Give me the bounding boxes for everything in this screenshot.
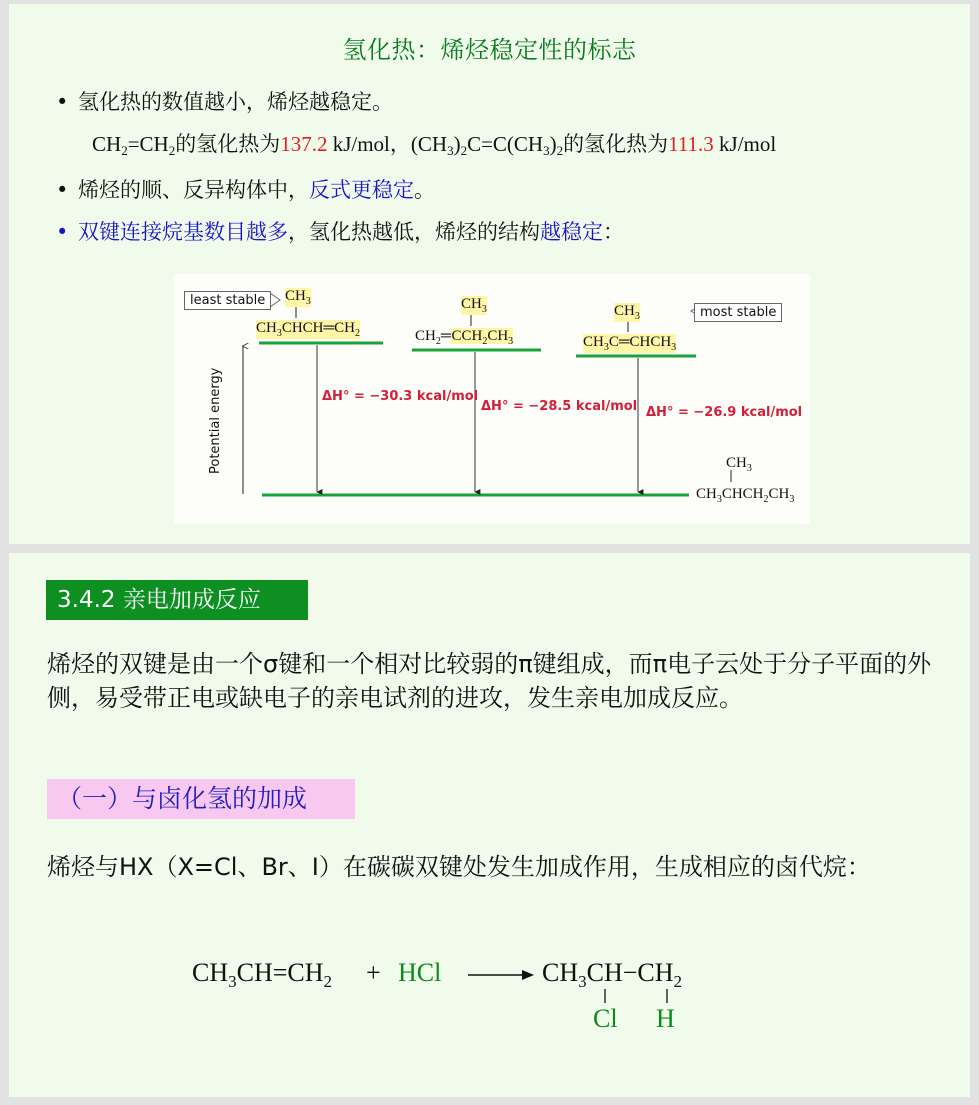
product-molecule: $CH_3CHCH_2CH_3$ [696, 486, 795, 505]
delta-h-2: ΔH° = −28.5 kcal/mol [481, 399, 638, 414]
bullet-2-text: 烯烃的顺、反异构体中， [78, 178, 309, 202]
ethylene-value: 137.2 [280, 132, 328, 156]
delta-h-1: ΔH° = −30.3 kcal/mol [322, 389, 479, 404]
bullet-dot: • [56, 178, 69, 202]
reaction-reactant: $CH_3CH=CH_2$ [192, 958, 333, 991]
slide-electrophilic-addition [9, 553, 970, 1097]
bullet-1-text: 氢化热的数值越小，烯烃越稳定。 [78, 90, 393, 114]
bullet-1 [56, 88, 393, 116]
subsection-title: （一）与卤化氢的加成 [47, 779, 355, 819]
formula-a-unit: kJ/mol， [327, 132, 411, 156]
formula-a-sub-1: 2 [121, 143, 128, 158]
tetramethylethylene-value: 111.3 [668, 132, 714, 156]
formula-a-1: CH [92, 132, 122, 156]
molecule-1: $CH_3CHCH═CH_2$ [256, 320, 360, 339]
molecule-3: $CH_3C═CHCH_3$ [583, 334, 677, 353]
formula-a-sub-2: 2 [168, 143, 176, 158]
product-cl: Cl [593, 1004, 618, 1033]
bullet-2-highlight: 反式更稳定 [309, 178, 414, 202]
formula-b-sub-2: 2 [460, 143, 468, 158]
formula-b-sub-3: 3 [543, 143, 550, 158]
y-axis-label: Potential energy [208, 367, 223, 474]
molecule-1-methyl: $CH_3$ [285, 288, 311, 307]
callout-most-stable: most stable [694, 303, 782, 322]
bullet-3-end: ： [603, 220, 624, 244]
formula-b-4: ) [549, 132, 557, 156]
bullet-dot: • [56, 90, 69, 114]
section-title: 3.4.2 亲电加成反应 [46, 580, 308, 620]
molecule-2: $CH_2═CCH_2CH_3$ [415, 328, 514, 347]
product-h: H [656, 1004, 675, 1033]
formula-b-sub-1: 3 [447, 143, 454, 158]
molecule-3-methyl: $CH_3$ [614, 303, 640, 322]
hydrogenation-values [92, 128, 776, 158]
formula-b-sub-4: 2 [556, 143, 564, 158]
formula-b-2: ) [453, 132, 461, 156]
intro-paragraph: 烯烃的双键是由一个σ键和一个相对比较弱的π键组成，而π电子云处于分子平面的外侧，易受带正电或缺电子的亲电试剂的进攻，发生亲电加成反应。 [47, 650, 932, 712]
formula-b-unit: kJ/mol [713, 132, 777, 156]
formula-b-1: (CH [410, 132, 448, 156]
formula-a-text: 的氢化热为 [175, 132, 281, 156]
bullet-3-highlight: 双键连接烷基数目越多 [78, 220, 288, 244]
energy-diagram [174, 274, 810, 524]
bullet-2 [56, 176, 435, 204]
callout-least-stable: least stable [184, 291, 271, 310]
bullet-2-end: 。 [414, 178, 435, 202]
slide-hydrogenation-heat [9, 4, 970, 544]
bullet-3-text: ，氢化热越低，烯烃的结构 [288, 220, 540, 244]
hx-paragraph: 烯烃与HX（X=Cl、Br、I）在碳碳双键处发生加成作用，生成相应的卤代烷： [47, 853, 871, 881]
reaction-product: $CH_3CH-CH_2$ [542, 958, 683, 991]
slide-title: 氢化热：烯烃稳定性的标志 [342, 36, 637, 64]
formula-b-3: C=C(CH [467, 132, 544, 156]
callout-least-pointer [270, 293, 280, 307]
reaction-arrow [466, 965, 536, 985]
bullet-dot: • [56, 220, 69, 244]
product-methyl: $CH_3$ [726, 455, 752, 474]
bullet-3 [56, 218, 624, 246]
delta-h-3: ΔH° = −26.9 kcal/mol [646, 405, 803, 420]
formula-b-text: 的氢化热为 [563, 132, 669, 156]
reaction-reagent: HCl [398, 958, 442, 987]
bullet-3-highlight-2: 越稳定 [540, 220, 603, 244]
reaction-plus: + [366, 958, 381, 987]
formula-a-2: =CH [127, 132, 169, 156]
molecule-2-methyl: $CH_3$ [461, 296, 487, 315]
